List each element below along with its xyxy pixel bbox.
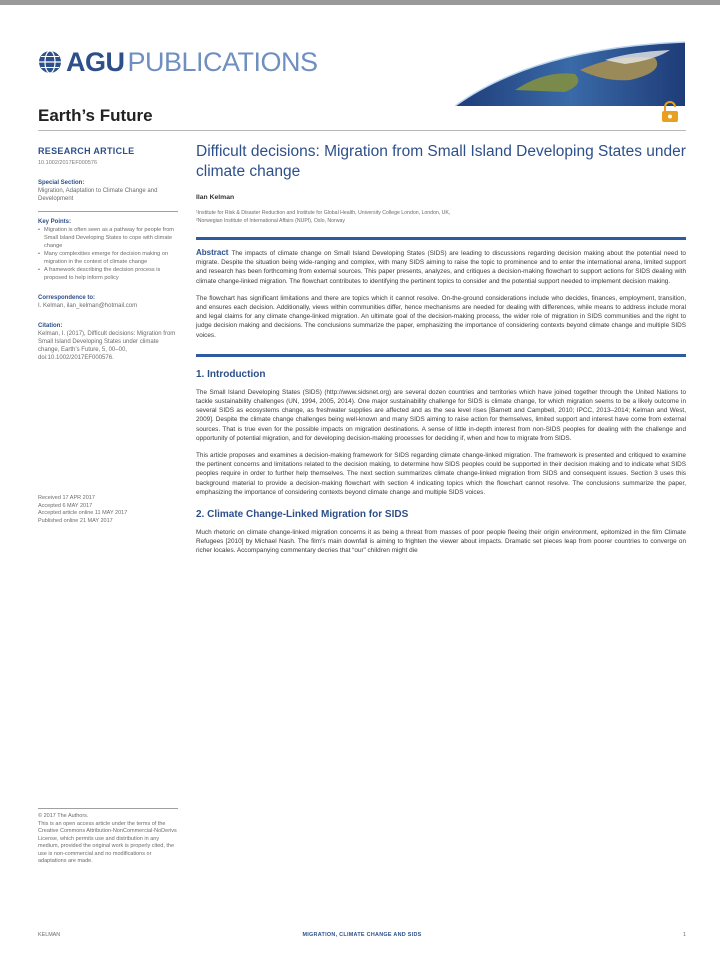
footer-running-title: MIGRATION, CLIMATE CHANGE AND SIDS xyxy=(302,932,422,938)
correspondence-heading: Correspondence to: xyxy=(38,295,96,301)
correspondence-text[interactable]: I. Kelman, ilan_kelman@hotmail.com xyxy=(38,303,138,309)
copyright-divider xyxy=(38,808,178,809)
page-footer xyxy=(38,932,686,942)
agu-globe-icon xyxy=(38,50,62,74)
key-point: • A framework describing the decision process is proposed to help inform policy xyxy=(38,266,178,282)
publisher-name-bold: AGU xyxy=(66,46,125,77)
abstract-paragraph xyxy=(196,248,686,286)
section-heading-migration: 2. Climate Change-Linked Migration for SIDS xyxy=(196,509,409,521)
key-points-list xyxy=(38,226,178,282)
article-author: Ilan Kelman xyxy=(196,194,235,201)
footer-page-number: 1 xyxy=(683,932,686,938)
date-received: Received 17 APR 2017 xyxy=(38,495,95,501)
header-rule xyxy=(38,130,686,131)
section-heading-introduction: 1. Introduction xyxy=(196,368,266,380)
article-type: RESEARCH ARTICLE xyxy=(38,146,135,156)
body-paragraph: Much rhetoric on climate change-linked migration concerns it as being a threat from masses of poor people fleeing their origin environment, epitomized in the film Climate Refugees [2010] by Michael Nash. The film’s main downfall is aiming to frighten the viewer about impacts. Dramatic set pieces leap from poorer countries to converge on richer locales. Accompanying commentary decries that “our” children might die xyxy=(196,529,686,555)
copyright-heading: © 2017 The Authors. xyxy=(38,813,89,819)
key-point: • Many complexities emerge for decision making on migration in the context of climate change xyxy=(38,250,178,266)
sidebar-divider xyxy=(38,211,178,212)
citation-heading: Citation: xyxy=(38,323,63,329)
affiliations xyxy=(196,209,686,225)
copyright-block xyxy=(38,808,178,866)
body-paragraph: This article proposes and examines a decision-making framework for SIDS regarding climate change-linked migration. The framework is presented and critiqued to examine the pertinent concerns and limitations related to the decision making, to determine how SIDS peoples could be supported in their decision making and to indicate what SIDS peoples require in order to further help themselves. The next section summarizes climate change-linked migration from SIDS and consequent issues. Section 3 uses this background material to provide a decision-making flowchart with section 4 indicating topics which the flowchart cannot resolve. The conclusions summarize the paper, emphasizing the importance of considering contexts beyond climate change and multiple SIDS voices. xyxy=(196,452,686,496)
article-main xyxy=(196,142,686,556)
citation-text: Kelman, I. (2017), Difficult decisions: Migration from Small Island Developing States under climate change, Earth’s Future, 5, 00–00, doi:10.1002/2017EF000576. xyxy=(38,331,176,361)
article-doi[interactable]: 10.1002/2017EF000576 xyxy=(38,160,98,166)
date-accepted-online: Accepted article online 11 MAY 2017 xyxy=(38,510,128,516)
affiliation: ¹Institute for Risk & Disaster Reduction and Institute for Global Health, University College London, London, UK, xyxy=(196,210,451,216)
abstract-text: The impacts of climate change on Small Island Developing States (SIDS) are leading to discussions regarding decision making about the potential need to migrate. Despite the situation being wide-ranging and complex, with many SIDS aiming to raise the topic to prominence and to enter the international arena, limited support and research has been forthcoming from external sources. This paper presents, analyzes, and critiques a decision-making flowchart to support actions for SIDS dealing with climate change-linked migration. The flowchart contributes to identifying the pertinent topics to consider and the potential support needed to implement decision making. xyxy=(196,250,686,285)
sidebar xyxy=(38,146,178,362)
date-published: Published online 21 MAY 2017 xyxy=(38,517,113,524)
abstract-bottom-rule xyxy=(196,354,686,357)
date-accepted: Accepted 6 MAY 2017 xyxy=(38,502,93,509)
key-points-heading: Key Points: xyxy=(38,219,72,225)
special-section-heading: Special Section: xyxy=(38,180,85,186)
affiliation: ²Norwegian Institute of International Affairs (NUPI), Oslo, Norway xyxy=(196,218,345,224)
article-dates xyxy=(38,495,178,525)
article-title: Difficult decisions: Migration from Small Island Developing States under climate change xyxy=(196,143,686,180)
body-paragraph: The Small Island Developing States (SIDS) (http://www.sidsnet.org) are several dozen countries and territories which have joined together through the United Nations to tackle sustainability challenges (UN, 1994, 2005, 2014). One major sustainability challenge for SIDS is climate change, for which migration seems to be a likely outcome in several SIDS as ecosystems change, as freshwater supplies are affected and as the sea level rises [Barnett and Campbell, 2010; IPCC, 2013–2014; Kelman and West, 2009]. Despite the climate change challenges being well-known and many SIDS aiming to raise action for themselves, limited support and interest have come from external sources. That is true even for the possible impacts on migration destinations. A sense of little in-depth interest from non-SIDS peoples for dealing with the challenge and opportunity of potential migration, and for developing decision-making processes for deciding if, when and how to migrate from SIDS. xyxy=(196,388,686,442)
special-section-text: Migration, Adaptation to Climate Change and Development xyxy=(38,188,158,202)
journal-name: Earth’s Future xyxy=(38,106,153,125)
earth-horizon-image xyxy=(455,40,685,106)
footer-author: KELMAN xyxy=(38,932,61,938)
abstract-paragraph-2: The flowchart has significant limitations and there are topics which it cannot resolve. On-the-ground considerations include who decides, finances, employment, transition, and ensures each decision. Additionally, views within communities differ, hence mechanisms are needed for dealing with differences, while means to address include moral and legal claims for any climate change-linked migration. An ultimate goal of the decision-making process, the wider role of migration in SIDS communities and the right to judge decision making and decisions. The conclusions summarize the paper, emphasizing the importance of considering contexts beyond climate change and multiple SIDS voices. xyxy=(196,294,686,339)
copyright-text: This is an open access article under the terms of the Creative Commons Attribution-NonCommercial-NoDerivs License, which permits use and distribution in any medium, provided the original work is properly cited, the use is non-commercial and no modifications or adaptations are made. xyxy=(38,820,177,864)
open-access-lock-icon xyxy=(660,101,680,123)
key-point: • Migration is often seen as a pathway for people from Small Island Developing States to cope with climate change xyxy=(38,226,178,250)
abstract-heading: Abstract xyxy=(196,248,229,257)
publisher-name-light: PUBLICATIONS xyxy=(127,46,318,77)
abstract-top-rule xyxy=(196,237,686,240)
top-bar xyxy=(0,0,720,5)
publisher-logo xyxy=(38,46,318,78)
